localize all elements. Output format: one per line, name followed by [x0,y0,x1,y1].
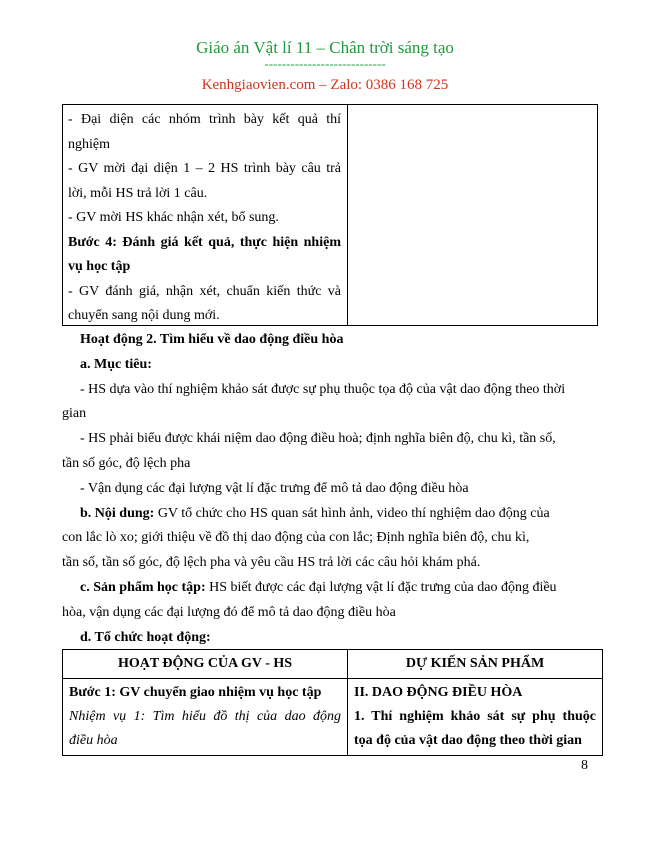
goal-line: - Vận dụng các đại lượng vật lí đặc trưng để mô tả dao động điều hòa [80,480,469,496]
header-contact: Kenhgiaovien.com – Zalo: 0386 168 725 [201,77,449,93]
teacher-student-cell [63,679,348,756]
product-label: c. Sản phẩm học tập: [80,579,206,595]
product-paragraph: c. Sản phẩm học tập: HS biết được các đại lượng vật lí đặc trưng của dao động điều [80,579,557,595]
task-1-title-cont: điều hòa [69,733,118,748]
expected-product-cell [348,679,603,756]
product-line: hòa, vận dụng các đại lượng đó để mô tả dao động điều hòa [62,604,396,620]
goal-line: - HS phải biểu được khái niệm dao động điều hoà; định nghĩa biên độ, chu kì, tần số, [80,431,556,447]
step-heading: Bước 4: Đánh giá kết quả, thực hiện nhiệm [68,234,341,250]
text-line: - GV mời HS khác nhận xét, bổ sung. [68,210,279,225]
step-1-heading: Bước 1: GV chuyển giao nhiệm vụ học tập [69,685,322,700]
column-header-gv-hs: HOẠT ĐỘNG CỦA GV - HS [63,650,348,679]
continuation-table [62,104,598,326]
column-header-products: DỰ KIẾN SẢN PHẨM [348,650,603,679]
goal-line: tần số góc, độ lệch pha [62,455,191,471]
continuation-right-cell [348,105,597,325]
page-number: 8 [581,758,588,773]
goal-line: - HS dựa vào thí nghiệm khảo sát được sự phụ thuộc tọa độ của vật dao động theo thời [80,381,566,397]
activity-heading: Hoạt động 2. Tìm hiểu về dao động điều hòa [80,332,344,347]
goal-line: gian [62,406,87,422]
activity-section [62,328,602,650]
text-line: chuyển sang nội dung mới. [68,308,220,323]
content-paragraph: b. Nội dung: GV tổ chức cho HS quan sát hình ảnh, video thí nghiệm dao động của [80,505,550,521]
document-header-title: Giáo án Vật lí 11 – Chân trời sáng tạo [196,38,454,57]
goal-label: a. Mục tiêu: [80,356,152,372]
section-ii-heading: II. DAO ĐỘNG ĐIỀU HÒA [354,685,523,700]
content-line: tần số, tần số góc, độ lệch pha và yêu cầu HS trả lời các câu hỏi khám phá. [62,555,481,571]
task-1-title: Nhiệm vụ 1: Tìm hiểu đồ thị của dao động [69,709,341,724]
step-heading: vụ học tập [68,259,131,274]
content-label: b. Nội dung: [80,505,155,521]
header-divider: ---------------------------- [264,56,386,71]
text-line: - GV mời đại diện 1 – 2 HS trình bày câu trả [68,161,341,176]
text-line: nghiệm [68,136,110,152]
item-1-title: 1. Thí nghiệm khảo sát sự phụ thuộc [354,709,596,724]
continuation-left-cell [63,105,348,325]
organize-label: d. Tổ chức hoạt động: [80,629,211,645]
text-line: - Đại diện các nhóm trình bày kết quả thí [68,112,341,127]
activity-table [62,649,603,756]
text-line: - GV đánh giá, nhận xét, chuẩn kiến thức và [68,283,341,299]
item-1-title-cont: tọa độ của vật dao động theo thời gian [354,733,582,748]
content-line: con lắc lò xo; giới thiệu về đồ thị dao động của con lắc; Định nghĩa biên độ, chu kì, [62,530,530,546]
text-line: lời, mỗi HS trả lời 1 câu. [68,185,208,201]
